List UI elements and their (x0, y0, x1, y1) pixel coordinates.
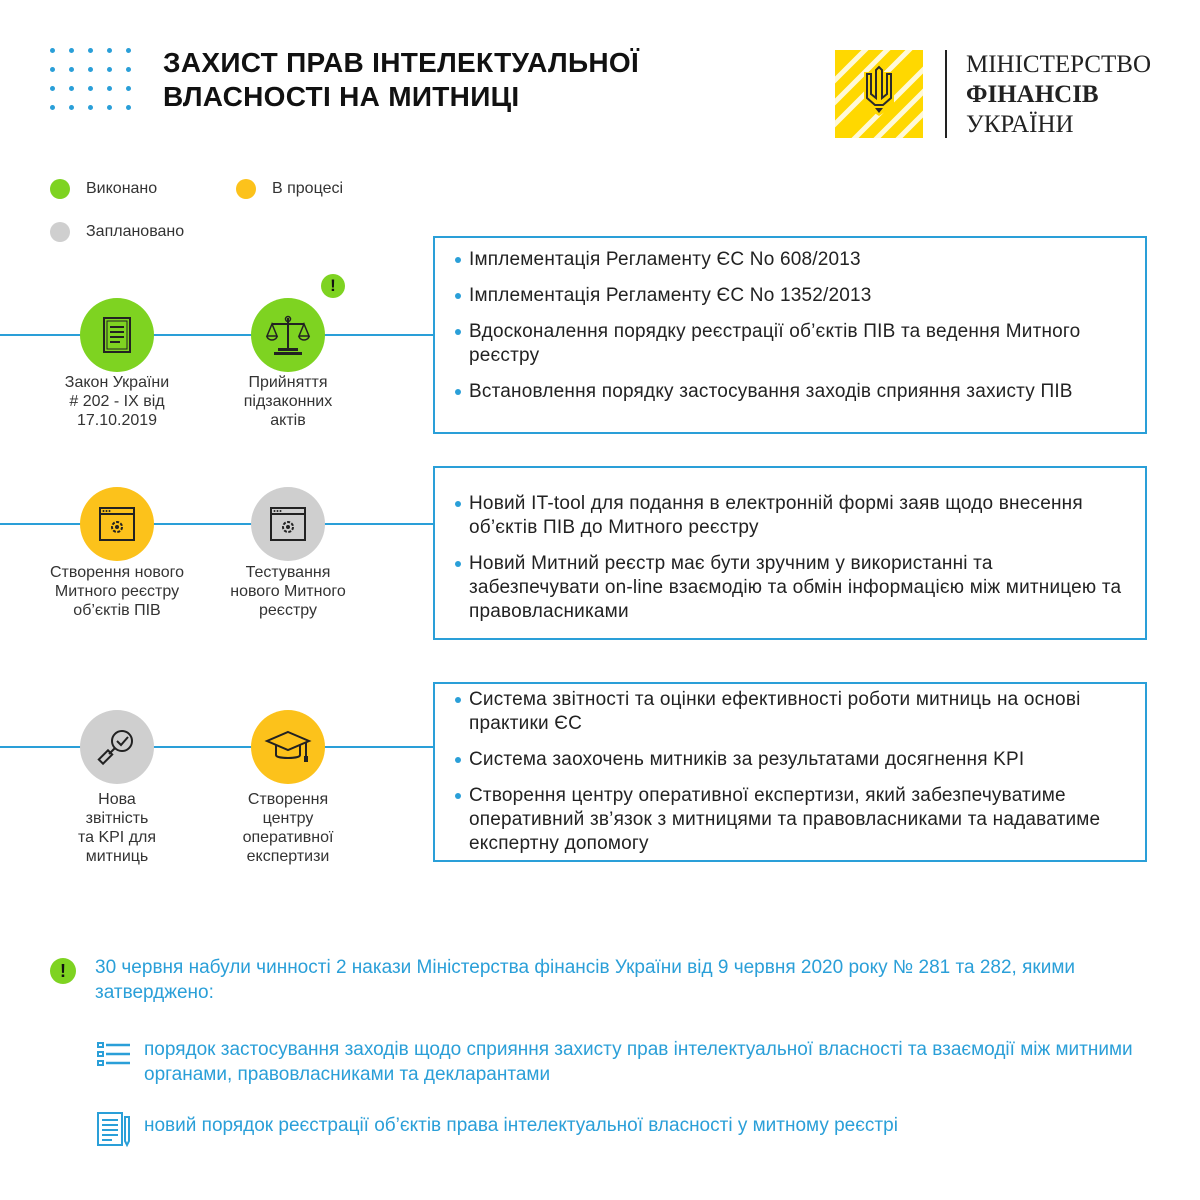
list-item: Система звітності та оцінки ефективності роботи митниць на основі практики ЄС (455, 688, 1125, 736)
scales-icon (263, 310, 313, 360)
node-kpi-label (42, 790, 192, 866)
legend-done-dot (50, 179, 70, 199)
node-expertise-center (251, 710, 325, 784)
ministry-name-line-3: УКРАЇНИ (966, 111, 1074, 138)
node-create-registry-label-line: Створення нового (49, 564, 184, 581)
list-item: Створення центру оперативної експертизи, який забезпечуватиме оперативний зв’язок з митницями та правовласниками та надаватиме експертну допомогу (455, 784, 1125, 856)
ministry-name-line-2: ФІНАНСІВ (966, 81, 1099, 108)
node-law-label-line: 17.10.2019 (76, 412, 158, 429)
browser-gear-icon (92, 499, 142, 549)
node-test-registry (251, 487, 325, 561)
list-item: Імплементація Регламенту ЄС No 608/2013 (455, 248, 1125, 272)
node-law-label-line: # 202 - IX від (69, 393, 165, 410)
node-kpi-label-line: звітність (85, 810, 149, 827)
ministry-name (966, 50, 1151, 140)
browser-gear-icon (263, 499, 313, 549)
node-test-registry-label-line: Тестування (245, 564, 331, 581)
alert-icon: ! (321, 274, 345, 298)
list-item: Вдосконалення порядку реєстрації об’єктів ПІВ та ведення Митного реєстру (455, 320, 1125, 368)
list-item: Імплементація Регламенту ЄС No 1352/2013 (455, 284, 1125, 308)
list-item: Система заохочень митників за результатами досягнення KPI (455, 748, 1125, 772)
node-kpi-label-line: та KPI для (77, 829, 157, 846)
node-test-registry-label (208, 563, 368, 620)
page-title (163, 46, 783, 114)
node-law-label (42, 373, 192, 430)
legend-in-progress-label: В процесі (272, 180, 344, 197)
legend-done (50, 179, 157, 199)
node-law-label-line: Закон України (64, 374, 170, 391)
legend-planned (50, 222, 184, 242)
node-expertise-center-label-line: Створення (247, 791, 329, 808)
node-expertise-center-label-line: експертизи (246, 848, 330, 865)
node-test-registry-label-line: реєстру (258, 602, 317, 619)
page-title-line-2: ВЛАСНОСТІ НА МИТНИЦІ (163, 81, 520, 112)
node-kpi (80, 710, 154, 784)
node-kpi-label-line: Нова (98, 791, 136, 808)
list-item: Встановлення порядку застосування заходів сприяння захисту ПІВ (455, 380, 1125, 404)
document-icon (92, 310, 142, 360)
notepad-icon (96, 1111, 132, 1147)
info-box-1 (433, 236, 1147, 434)
node-bylaws-label-line: підзаконних (243, 393, 333, 410)
node-expertise-center-label-line: центру (262, 810, 314, 827)
timeline-line-2 (0, 523, 433, 525)
legend-in-progress (236, 179, 343, 199)
info-box-3 (433, 682, 1147, 862)
footer-item-registration-text: новий порядок реєстрації об’єктів права інтелектуальної власності у митному реєстрі (144, 1115, 898, 1136)
node-create-registry-label (30, 563, 204, 620)
node-bylaws-label (213, 373, 363, 430)
list-item: Новий IT-tool для подання в електронній формі заяв щодо внесення об’єктів ПІВ до Митного реєстру (455, 492, 1125, 540)
info-box-2 (433, 466, 1147, 640)
trident-icon (835, 50, 923, 138)
legend-in-progress-dot (236, 179, 256, 199)
node-expertise-center-label (213, 790, 363, 866)
logo-divider (945, 50, 947, 138)
node-create-registry-label-line: Митного реєстру (54, 583, 180, 600)
timeline-line-1 (0, 334, 433, 336)
footer-item-procedure-text: порядок застосування заходів щодо сприяння захисту прав інтелектуальної власності та взаємодії між митними органами, правовласниками та декларантами (144, 1039, 1133, 1085)
timeline-line-3 (0, 746, 433, 748)
ministry-name-line-1: МІНІСТЕРСТВО (966, 51, 1152, 78)
node-create-registry (80, 487, 154, 561)
node-bylaws (251, 298, 325, 372)
list-item: Новий Митний реєстр має бути зручним у використанні та забезпечувати on-line взаємодію та обмін інформацією між митницею та правовласниками (455, 552, 1125, 624)
node-test-registry-label-line: нового Митного (230, 583, 346, 600)
footer-item-registration (96, 1111, 1134, 1147)
note-alert-icon: ! (50, 958, 76, 984)
legend-planned-label: Заплановано (86, 223, 185, 240)
decorative-dots (50, 48, 132, 110)
node-create-registry-label-line: об’єктів ПІВ (73, 602, 161, 619)
ministry-logo (835, 50, 923, 138)
footer-note: 30 червня набули чинності 2 накази Міністерства фінансів України від 9 червня 2020 року № 281 та 282, якими затверджено: (95, 957, 1076, 1003)
legend-done-label: Виконано (86, 180, 158, 197)
node-bylaws-label-line: актів (270, 412, 306, 429)
node-kpi-label-line: митниць (85, 848, 149, 865)
footer-item-procedure (96, 1037, 1134, 1087)
page-title-line-1: ЗАХИСТ ПРАВ ІНТЕЛЕКТУАЛЬНОЇ (163, 47, 639, 78)
node-expertise-center-label-line: оперативної (242, 829, 334, 846)
legend-planned-dot (50, 222, 70, 242)
list-icon (96, 1037, 132, 1073)
graduation-cap-icon (263, 722, 313, 772)
node-bylaws-label-line: Прийняття (248, 374, 328, 391)
node-law (80, 298, 154, 372)
magnifier-check-icon (92, 722, 142, 772)
